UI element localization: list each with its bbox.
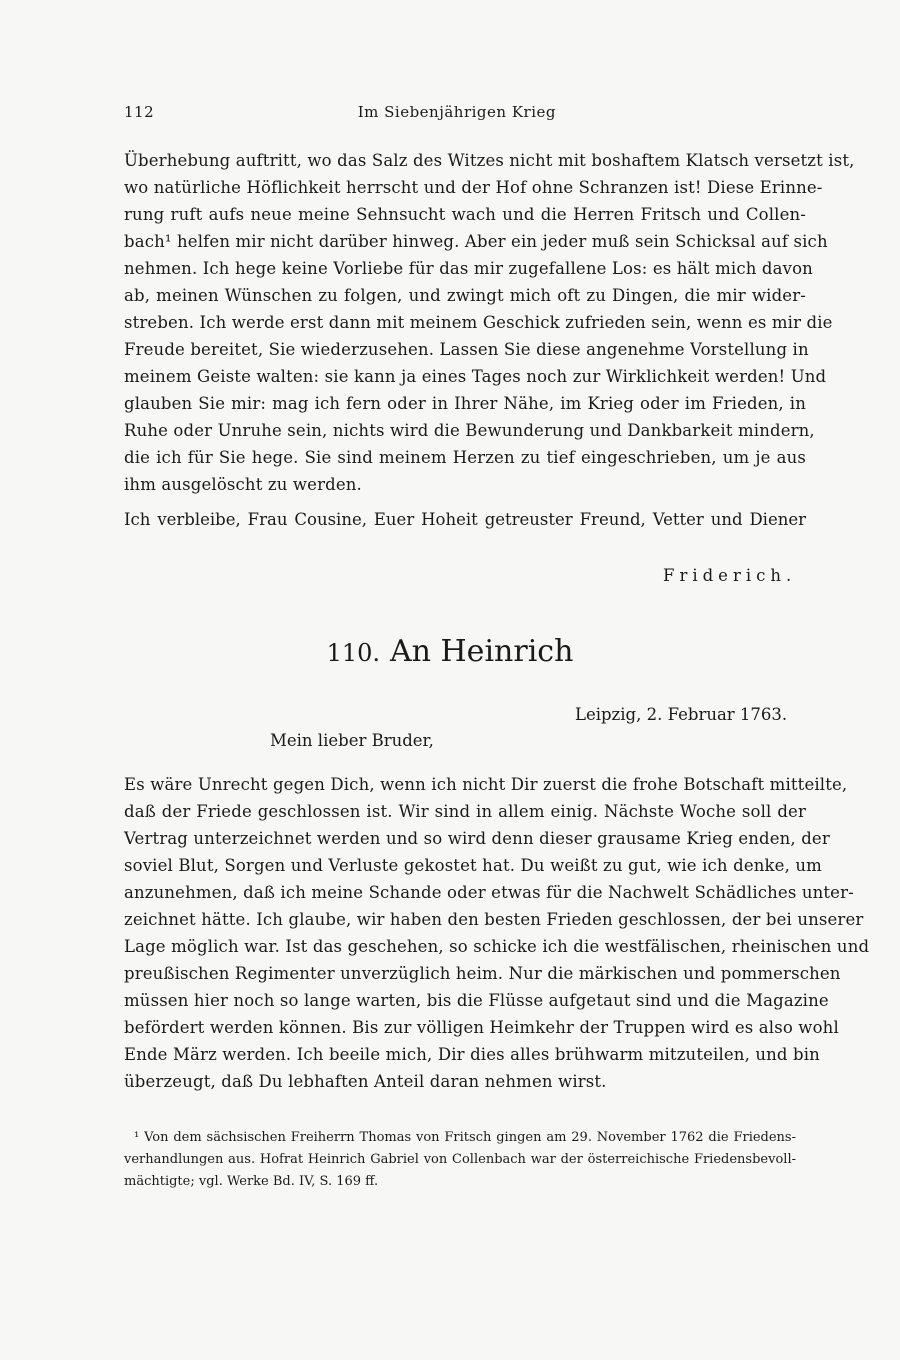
text-line: wo natürliche Höflichkeit herrscht und der Hof ohne Schranzen ist! Diese Erinne- bbox=[124, 178, 823, 197]
running-head bbox=[124, 103, 556, 121]
text-line: rung ruft aufs neue meine Sehnsucht wach und die Herren Fritsch und Collen- bbox=[124, 205, 806, 224]
text-line: befördert werden können. Bis zur völligen Heimkehr der Truppen wird es also wohl bbox=[124, 1018, 839, 1037]
text-line: streben. Ich werde erst dann mit meinem Geschick zufrieden sein, wenn es mir die bbox=[124, 313, 833, 332]
text-line: ab, meinen Wünschen zu folgen, und zwingt mich oft zu Dingen, die mir wider- bbox=[124, 286, 806, 305]
text-line: Lage möglich war. Ist das geschehen, so schicke ich die westfälischen, rheinischen und bbox=[124, 937, 870, 956]
text-line: die ich für Sie hege. Sie sind meinem Herzen zu tief eingeschrieben, um je aus bbox=[124, 448, 806, 467]
text-line: glauben Sie mir: mag ich fern oder in Ihrer Nähe, im Krieg oder im Frieden, in bbox=[124, 394, 806, 413]
text-line: ihm ausgelöscht zu werden. bbox=[124, 475, 362, 494]
signature: Friderich. bbox=[663, 566, 797, 585]
running-title: Im Siebenjährigen Krieg bbox=[357, 103, 556, 121]
text-line: Ruhe oder Unruhe sein, nichts wird die Bewunderung und Dankbarkeit mindern, bbox=[124, 421, 815, 440]
text-line: müssen hier noch so lange warten, bis die Flüsse aufgetaut sind und die Magazine bbox=[124, 991, 829, 1010]
letter-110-body bbox=[124, 771, 870, 1095]
place-date: Leipzig, 2. Februar 1763. bbox=[575, 705, 788, 724]
letter-heading bbox=[0, 634, 900, 669]
text-line: Ende März werden. Ich beeile mich, Dir dies alles brühwarm mitzuteilen, und bin bbox=[124, 1045, 820, 1064]
letter-number: 110. bbox=[326, 639, 380, 667]
footnote-line: verhandlungen aus. Hofrat Heinrich Gabriel von Collenbach war der österreichische Friedensbevoll- bbox=[124, 1152, 796, 1167]
text-line: Vertrag unterzeichnet werden und so wird denn dieser grausame Krieg enden, der bbox=[124, 829, 830, 848]
text-line: Es wäre Unrecht gegen Dich, wenn ich nicht Dir zuerst die frohe Botschaft mitteilte, bbox=[124, 775, 848, 794]
text-line: preußischen Regimenter unverzüglich heim. Nur die märkischen und pommerschen bbox=[124, 964, 841, 983]
text-line: daß der Friede geschlossen ist. Wir sind in allem einig. Nächste Woche soll der bbox=[124, 802, 806, 821]
text-line: zeichnet hätte. Ich glaube, wir haben den besten Frieden geschlossen, der bei unserer bbox=[124, 910, 864, 929]
footnote-line: ¹ Von dem sächsischen Freiherrn Thomas von Fritsch gingen am 29. November 1762 die Friedens- bbox=[134, 1130, 796, 1145]
letter-109-body bbox=[124, 147, 855, 498]
text-line: Überhebung auftritt, wo das Salz des Witzes nicht mit boshaftem Klatsch versetzt ist, bbox=[124, 151, 855, 170]
footnote-line: mächtigte; vgl. Werke Bd. IV, S. 169 ff. bbox=[124, 1174, 379, 1189]
text-line: meinem Geiste walten: sie kann ja eines Tages noch zur Wirklichkeit werden! Und bbox=[124, 367, 827, 386]
salutation: Mein lieber Bruder, bbox=[270, 731, 434, 750]
letter-title: An Heinrich bbox=[390, 634, 574, 669]
page-number: 112 bbox=[124, 103, 155, 121]
text-line: Freude bereitet, Sie wiederzusehen. Lassen Sie diese angenehme Vorstellung in bbox=[124, 340, 809, 359]
text-line: bach¹ helfen mir nicht darüber hinweg. Aber ein jeder muß sein Schicksal auf sich bbox=[124, 232, 828, 251]
footnote bbox=[124, 1127, 796, 1193]
text-line: nehmen. Ich hege keine Vorliebe für das mir zugefallene Los: es hält mich davon bbox=[124, 259, 813, 278]
text-line: soviel Blut, Sorgen und Verluste gekostet hat. Du weißt zu gut, wie ich denke, um bbox=[124, 856, 822, 875]
text-line: überzeugt, daß Du lebhaften Anteil daran nehmen wirst. bbox=[124, 1072, 607, 1091]
letter-closing: Ich verbleibe, Frau Cousine, Euer Hoheit getreuster Freund, Vetter und Diener bbox=[124, 510, 806, 529]
text-line: anzunehmen, daß ich meine Schande oder etwas für die Nachwelt Schädliches unter- bbox=[124, 883, 854, 902]
